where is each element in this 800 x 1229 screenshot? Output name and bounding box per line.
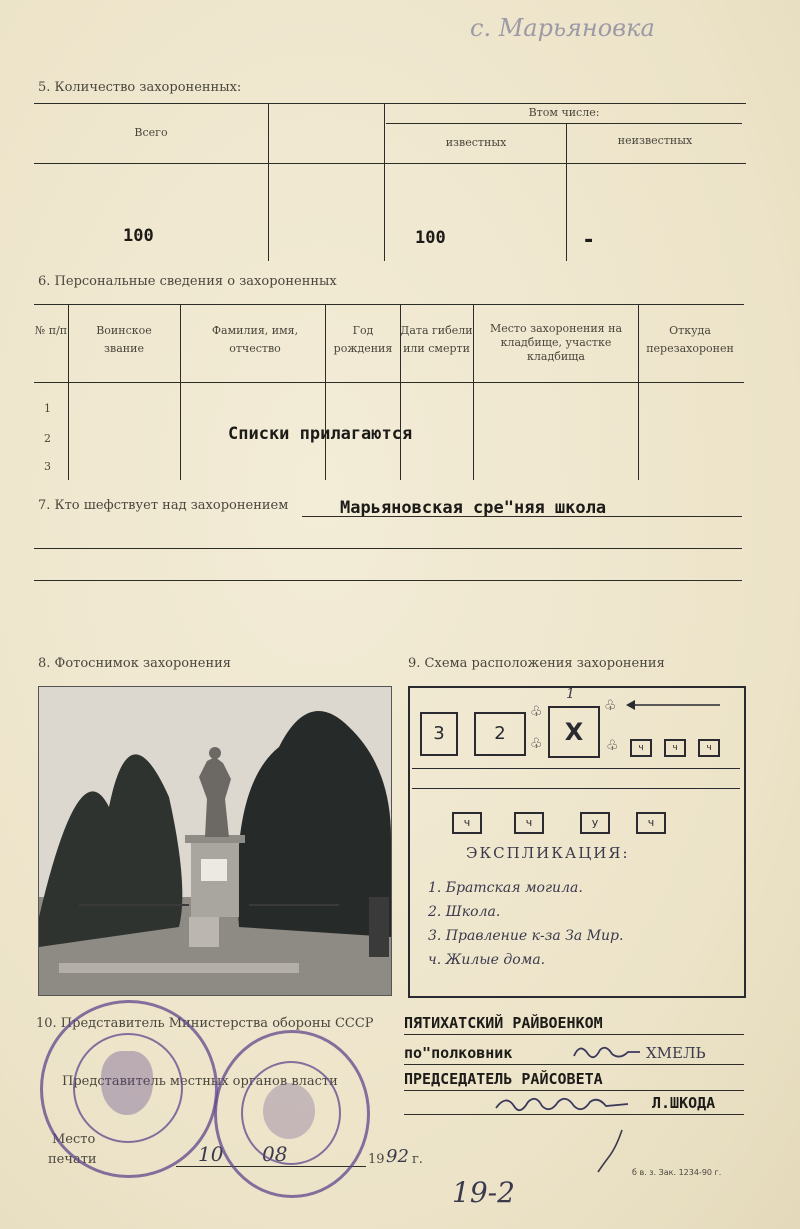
mod-representative-name: ХМЕЛЬ: [646, 1044, 706, 1062]
section6-col-divider: [473, 304, 474, 480]
signature-icon: [570, 1040, 642, 1064]
section5-col-divider: [268, 103, 269, 261]
col-including-header: Втом числе:: [528, 106, 600, 119]
tree-icon: ♧: [604, 698, 617, 714]
stamp-place-label: Место: [52, 1132, 96, 1147]
scheme-house-bottom: у: [580, 812, 610, 834]
section6-col-divider: [180, 304, 181, 480]
col-death-header: Дата гибели или смерти: [400, 324, 473, 355]
tree-icon: ♧: [606, 738, 619, 754]
tree-icon: ♧: [530, 704, 543, 720]
explication-item: 1. Братская могила.: [428, 880, 583, 896]
year-handwritten: 92: [386, 1146, 409, 1167]
blank-line: [34, 580, 742, 581]
value-unknown: -: [582, 228, 596, 253]
section6-title: 6. Персональные сведения о захороненных: [38, 274, 337, 289]
scheme-road-line: [412, 788, 740, 789]
year-prefix: 19: [368, 1152, 385, 1167]
military-commissariat-stamp: [214, 1030, 370, 1198]
scheme-board-building: 3: [420, 712, 458, 756]
date-day: 10: [198, 1142, 224, 1166]
section8-label: 8. Фотоснимок захоронения: [38, 656, 232, 671]
official-seal-stamp: [40, 1000, 218, 1178]
scheme-school-building: 2: [474, 712, 526, 756]
lists-attached-note: Списки прилагаются: [228, 424, 413, 444]
scheme-house-top: ч: [630, 739, 652, 757]
section5-col-divider: [384, 103, 385, 261]
year-suffix: г.: [412, 1152, 423, 1167]
blank-line: [34, 548, 742, 549]
commissariat-emblem: [263, 1083, 315, 1139]
signature-line: [404, 1034, 744, 1035]
local-authority-label: Представитель местных органов власти: [62, 1074, 338, 1089]
signature-line: [404, 1064, 744, 1065]
col-total-header: Всего: [134, 126, 168, 139]
row-number: 2: [44, 432, 51, 445]
scheme-road-line: [412, 768, 740, 769]
col-unknown-header: неизвестных: [617, 134, 693, 147]
section5-sub-rule: [386, 123, 742, 124]
explication-item: 3. Правление к-за За Мир.: [428, 928, 624, 944]
explication-item: ч. Жилые дома.: [428, 952, 546, 968]
col-name-header: Фамилия, имя, отчество: [211, 324, 299, 355]
row-number: 1: [44, 402, 51, 415]
col-number-header: № п/п: [34, 324, 68, 337]
scheme-house-top: ч: [698, 739, 720, 757]
patron-value: Марьяновская сре"няя школа: [340, 498, 607, 518]
local-representative-title: ПРЕДСЕДАТЕЛЬ РАЙСОВЕТА: [404, 1070, 603, 1088]
col-known-header: известных: [445, 136, 507, 149]
print-info: б в. з. Зак. 1234-90 г.: [632, 1168, 722, 1177]
col-place-header: Место захоронения на кладбище, участке кладбища: [489, 322, 623, 363]
memorial-photo: [38, 686, 392, 996]
scheme-house-bottom: ч: [452, 812, 482, 834]
section10-label: 10. Представитель Министерства обороны СССР: [36, 1016, 374, 1031]
local-representative-name: Л.ШКОДА: [652, 1094, 716, 1112]
place-handwritten: с. Марьяновка: [470, 14, 655, 42]
page-number-handwritten: 19-2: [452, 1176, 515, 1209]
scheme-house-bottom: ч: [514, 812, 544, 834]
memorial-photo-drawing: [39, 687, 391, 995]
mod-representative-office: ПЯТИХАТСКИЙ РАЙВОЕНКОМ: [404, 1014, 603, 1032]
section5-title: 5. Количество захороненных:: [38, 80, 242, 95]
patron-underline: [302, 516, 742, 517]
explication-title: ЭКСПЛИКАЦИЯ:: [466, 844, 630, 862]
section7-label: 7. Кто шефствует над захоронением: [38, 498, 289, 513]
col-rank-header: Воинское звание: [96, 324, 152, 355]
section6-col-divider: [325, 304, 326, 480]
scheme-grave-marker: X: [548, 706, 600, 758]
explication-item: 2. Школа.: [428, 904, 501, 920]
scheme-house-top: ч: [664, 739, 686, 757]
value-total: 100: [123, 226, 154, 246]
section5-header-rule: [34, 163, 746, 164]
date-month: 08: [262, 1142, 288, 1166]
section9-label: 9. Схема расположения захоронения: [408, 656, 665, 671]
value-known: 100: [415, 228, 446, 248]
stamp-label: печати: [48, 1152, 97, 1167]
section6-col-divider: [68, 304, 69, 480]
pen-stroke-icon: [596, 1128, 626, 1174]
section6-col-divider: [638, 304, 639, 480]
col-origin-header: Откуда перезахоронен: [646, 324, 734, 355]
coat-of-arms-emblem: [101, 1051, 153, 1115]
direction-arrow-icon: [626, 696, 722, 708]
row-number: 3: [44, 460, 51, 473]
col-birth-header: Год рождения: [333, 324, 393, 355]
tree-icon: ♧: [530, 736, 543, 752]
mod-representative-rank: по"полковник: [404, 1044, 513, 1062]
scheme-house-bottom: ч: [636, 812, 666, 834]
signature-line: [404, 1114, 744, 1115]
scheme-marker-number: 1: [566, 686, 575, 702]
